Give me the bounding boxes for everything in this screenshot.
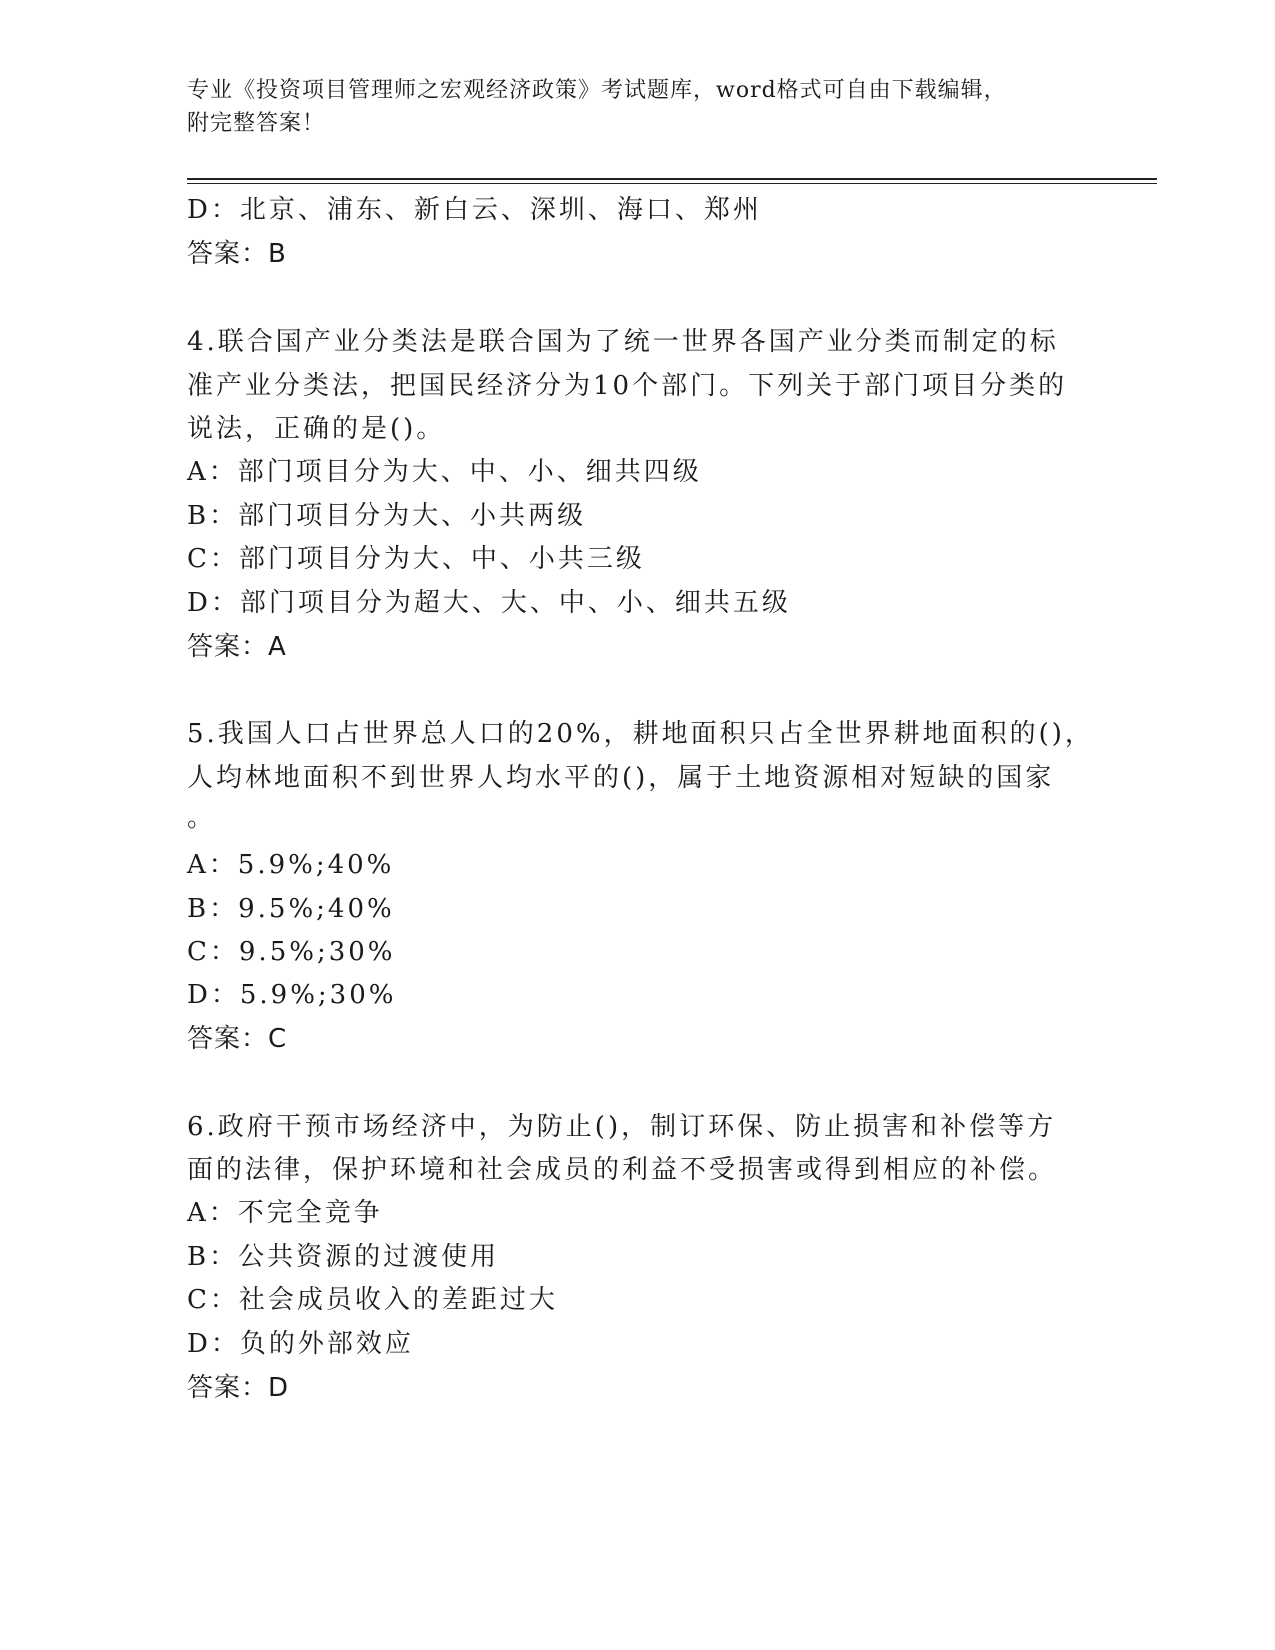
q4-answer: 答案：A	[187, 632, 287, 662]
q4-option-c: C：部门项目分为大、中、小共三级	[187, 544, 645, 574]
q6-stem-line-2: 面的法律，保护环境和社会成员的利益不受损害或得到相应的补偿。	[187, 1155, 1058, 1185]
q6-option-a: A：不完全竞争	[187, 1198, 383, 1228]
header-line-1: 专业《投资项目管理师之宏观经济政策》考试题库，word格式可自由下载编辑，	[187, 78, 1007, 103]
q6-option-b: B：公共资源的过渡使用	[187, 1242, 500, 1272]
prev-option-d: D：北京、浦东、新白云、深圳、海口、郑州	[187, 195, 762, 225]
prev-answer: 答案：B	[187, 239, 287, 269]
q5-option-b: B：9.5%;40%	[187, 894, 395, 924]
document-header	[187, 74, 1087, 140]
q5-option-c: C：9.5%;30%	[187, 937, 396, 967]
q5-option-d: D：5.9%;30%	[187, 980, 397, 1010]
q6-option-d: D：负的外部效应	[187, 1329, 414, 1359]
q6-answer: 答案：D	[187, 1373, 290, 1403]
q4-option-d: D：部门项目分为超大、大、中、小、细共五级	[187, 588, 791, 618]
q5-stem-line-3: 。	[187, 803, 217, 833]
header-divider-thick	[187, 178, 1157, 180]
q5-stem-line-1: 5.我国人口占世界总人口的20%，耕地面积只占全世界耕地面积的()，	[187, 719, 1094, 749]
q4-stem-line-2: 准产业分类法，把国民经济分为10个部门。下列关于部门项目分类的	[187, 371, 1068, 401]
header-divider-thin	[187, 183, 1157, 184]
q5-answer: 答案：C	[187, 1024, 288, 1054]
q6-stem-line-1: 6.政府干预市场经济中，为防止()，制订环保、防止损害和补偿等方	[187, 1112, 1057, 1142]
q5-option-a: A：5.9%;40%	[187, 850, 395, 880]
q4-option-a: A：部门项目分为大、中、小、细共四级	[187, 457, 702, 487]
q4-stem-line-1: 4.联合国产业分类法是联合国为了统一世界各国产业分类而制定的标	[187, 327, 1059, 357]
header-line-2: 附完整答案！	[187, 111, 326, 136]
q4-option-b: B：部门项目分为大、小共两级	[187, 501, 587, 531]
q6-option-c: C：社会成员收入的差距过大	[187, 1285, 558, 1315]
q5-stem-line-2: 人均林地面积不到世界人均水平的()，属于土地资源相对短缺的国家	[187, 763, 1055, 793]
q4-stem-line-3: 说法，正确的是()。	[187, 414, 446, 444]
